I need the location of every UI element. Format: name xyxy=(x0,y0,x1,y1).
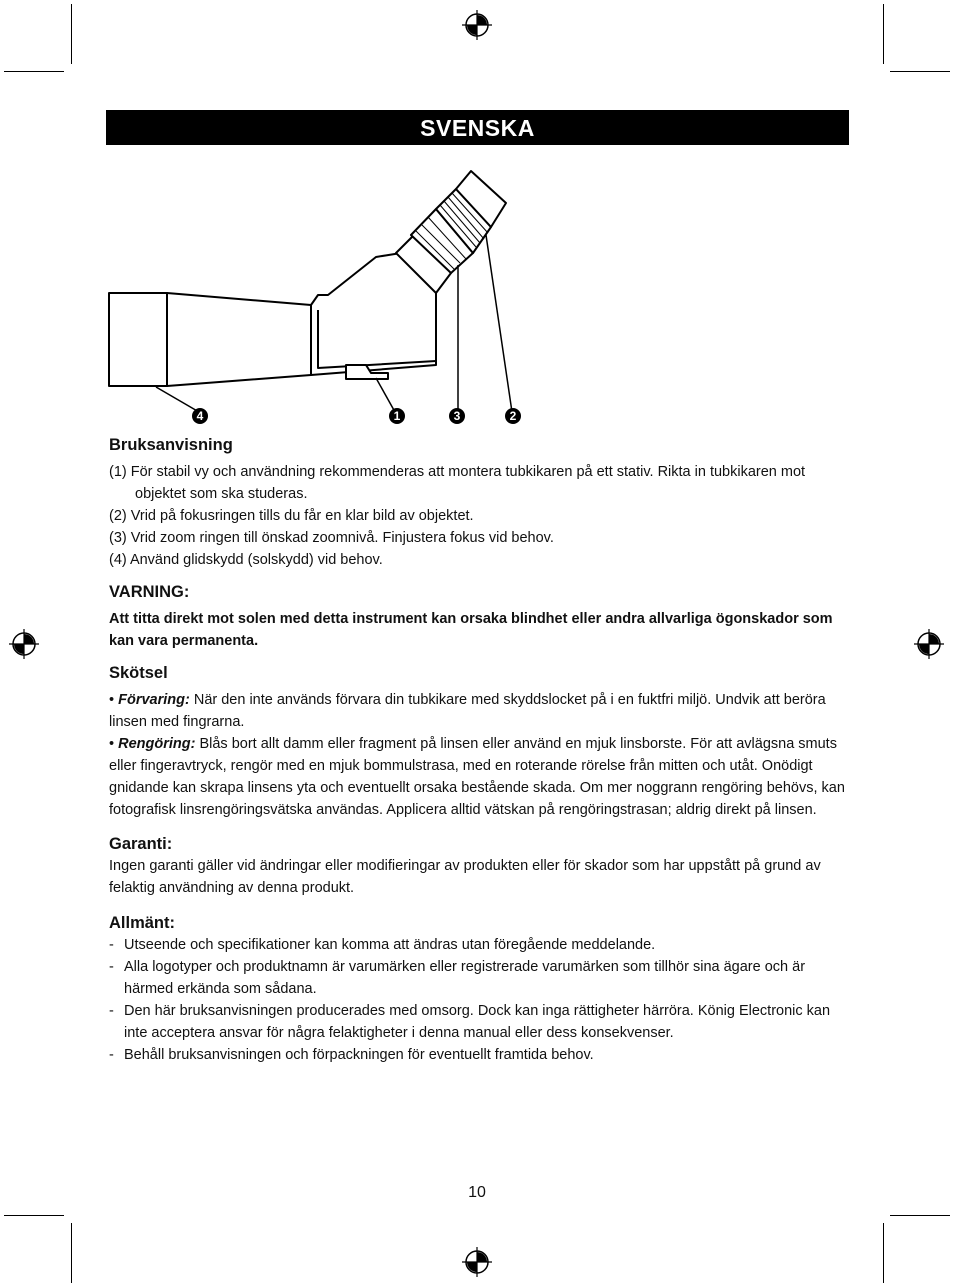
crop-mark xyxy=(71,4,72,64)
registration-mark-icon xyxy=(8,628,40,660)
callout-label: 3 xyxy=(453,409,461,423)
storage-paragraph: • Förvaring: När den inte används förvara din tubkikare med skyddslocket på i en fuktfri miljö. Undvik att beröra linsen med fingrarna. xyxy=(109,692,826,730)
list-item: (3) Vrid zoom ringen till önskad zoomnivå. Finjustera fokus vid behov. xyxy=(109,530,554,546)
registration-mark-icon xyxy=(461,9,493,41)
spotting-scope-illustration xyxy=(106,165,526,430)
cleaning-paragraph: • Rengöring: Blås bort allt damm eller fragment på linsen eller använd en mjuk linsborste. För att avlägsna smuts eller fingeravtryck, rengör med en mjuk bommulstrasa, med en roterande rörelse från mitten och utåt. Onödigt gnidande kan skrapa linsens yta och eventuellt orsaka bestående skada. Om mer noggrann rengöring behövs, kan fotografisk linsrengöringsvätska användas. Applicera alltid vätskan på rengöringstrasan; aldrig direkt på linsen. xyxy=(109,736,845,818)
guarantee-text: Ingen garanti gäller vid ändringar eller modifieringar av produkten eller för skador som har uppstått på grund av felaktig användning av denna produkt. xyxy=(109,858,821,896)
callout-label: 1 xyxy=(393,409,401,423)
manual-content xyxy=(109,434,849,1066)
crop-mark xyxy=(890,71,950,72)
crop-mark xyxy=(71,1223,72,1283)
cleaning-term: Rengöring: xyxy=(118,736,196,752)
storage-text: När den inte används förvara din tubkikare med skyddslocket på i en fuktfri miljö. Undvik att beröra linsen med fingrarna. xyxy=(109,692,826,730)
list-item: (1) För stabil vy och användning rekommenderas att montera tubkikaren på ett stativ. Rikta in tubkikaren mot objektet som ska studeras. xyxy=(109,464,806,502)
crop-mark xyxy=(4,1215,64,1216)
page-number: 10 xyxy=(468,1184,486,1201)
instructions-list xyxy=(109,461,849,571)
callout-label: 2 xyxy=(509,409,517,423)
registration-mark-icon xyxy=(461,1246,493,1278)
warning-heading: VARNING: xyxy=(109,583,190,601)
care-section xyxy=(109,689,849,821)
registration-mark-icon xyxy=(913,628,945,660)
general-heading: Allmänt: xyxy=(109,914,175,932)
guarantee-heading: Garanti: xyxy=(109,835,173,853)
warning-text: Att titta direkt mot solen med detta instrument kan orsaka blindhet eller andra allvarliga ögonskador som kan vara permanenta. xyxy=(109,611,833,649)
storage-term: Förvaring: xyxy=(118,692,190,708)
cleaning-text: Blås bort allt damm eller fragment på linsen eller använd en mjuk linsborste. För att avlägsna smuts eller fingeravtryck, rengör med en mjuk bommulstrasa, med en roterande rörelse från mitten och utåt. Onödigt gnidande kan skrapa linsens yta och eventuellt orsaka bestående skada. Om mer noggrann rengöring behövs, kan fotografisk linsrengöringsvätska användas. Applicera alltid vätskan på rengöringstrasan; aldrig direkt på linsen. xyxy=(109,736,845,818)
instructions-heading: Bruksanvisning xyxy=(109,436,233,454)
list-item: (4) Använd glidskydd (solskydd) vid behov. xyxy=(109,552,383,568)
crop-mark xyxy=(883,1223,884,1283)
callout-label: 4 xyxy=(196,409,204,423)
general-list xyxy=(109,934,849,1066)
list-item: - Behåll bruksanvisningen och förpackningen för eventuellt framtida behov. xyxy=(109,1044,849,1066)
care-heading: Skötsel xyxy=(109,664,168,682)
list-item: (2) Vrid på fokusringen tills du får en klar bild av objektet. xyxy=(109,508,474,524)
list-item: - Utseende och specifikationer kan komma att ändras utan föregående meddelande. xyxy=(109,934,849,956)
crop-mark xyxy=(890,1215,950,1216)
crop-mark xyxy=(883,4,884,64)
list-item: - Den här bruksanvisningen producerades med omsorg. Dock kan inga rättigheter härröra. König Electronic kan inte acceptera ansvar för några felaktigheter i denna manual eller dess konsekvenser. xyxy=(109,1000,849,1044)
crop-mark xyxy=(4,71,64,72)
list-item: - Alla logotyper och produktnamn är varumärken eller registrerade varumärken som tillhör sina ägare och är härmed erkända som sådana. xyxy=(109,956,849,1000)
page-title: SVENSKA xyxy=(106,110,849,145)
